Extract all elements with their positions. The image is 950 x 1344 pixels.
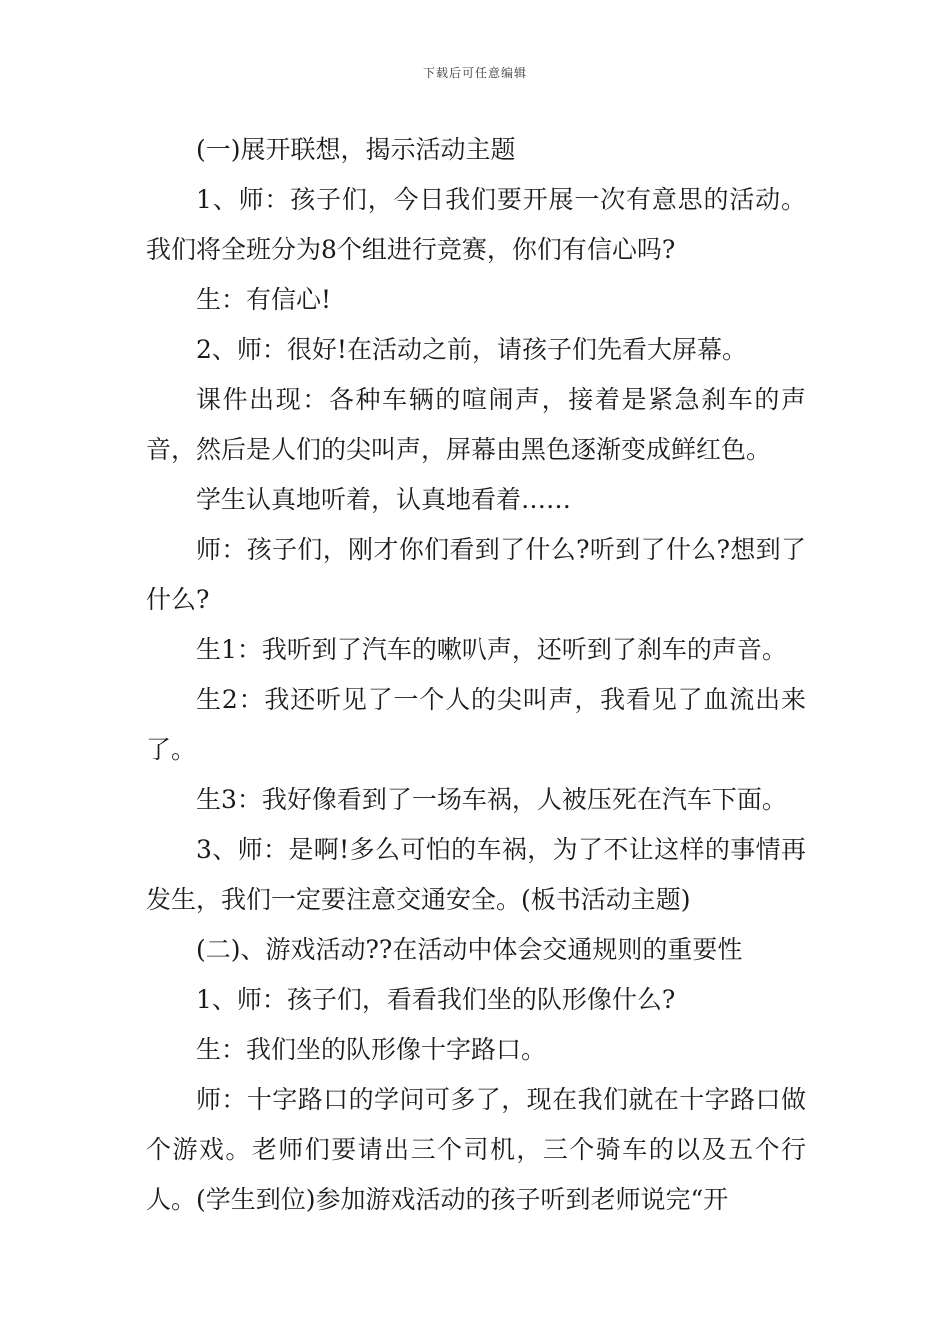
paragraph: 课件出现：各种车辆的喧闹声，接着是紧急刹车的声音，然后是人们的尖叫声，屏幕由黑色逐渐变成鲜红色。: [146, 385, 806, 464]
paragraph: 师：十字路口的学问可多了，现在我们就在十字路口做个游戏。老师们要请出三个司机，三个骑车的以及五个行人。(学生到位)参加游戏活动的孩子听到老师说完“开: [146, 1085, 806, 1214]
paragraph-section-heading-1: (一)展开联想，揭示活动主题: [196, 135, 516, 164]
paragraph: 学生认真地听着，认真地看着……: [196, 485, 572, 514]
paragraph: 生3：我好像看到了一场车祸，人被压死在汽车下面。: [196, 785, 787, 814]
paragraph: 2、师：很好!在活动之前，请孩子们先看大屏幕。: [196, 335, 747, 364]
paragraph: 师：孩子们，刚才你们看到了什么?听到了什么?想到了什么?: [146, 535, 806, 614]
page-header: 下载后可任意编辑: [422, 66, 527, 80]
paragraph: 3、师：是啊!多么可怕的车祸，为了不让这样的事情再发生，我们一定要注意交通安全。(板书活动主题): [146, 835, 806, 914]
paragraph: 1、师：孩子们，看看我们坐的队形像什么?: [196, 985, 676, 1014]
paragraph: 生：我们坐的队形像十字路口。: [196, 1035, 547, 1064]
paragraph: 生1：我听到了汽车的嗽叭声，还听到了刹车的声音。: [196, 635, 787, 664]
paragraph: 生2：我还听见了一个人的尖叫声，我看见了血流出来了。: [146, 685, 806, 764]
paragraph: 生：有信心!: [196, 285, 332, 314]
paragraph-section-heading-2: (二)、游戏活动??在活动中体会交通规则的重要性: [196, 935, 743, 964]
paragraph: 1、师：孩子们，今日我们要开展一次有意思的活动。我们将全班分为8个组进行竞赛，你们有信心吗?: [146, 185, 806, 264]
document-body: [146, 125, 806, 1225]
